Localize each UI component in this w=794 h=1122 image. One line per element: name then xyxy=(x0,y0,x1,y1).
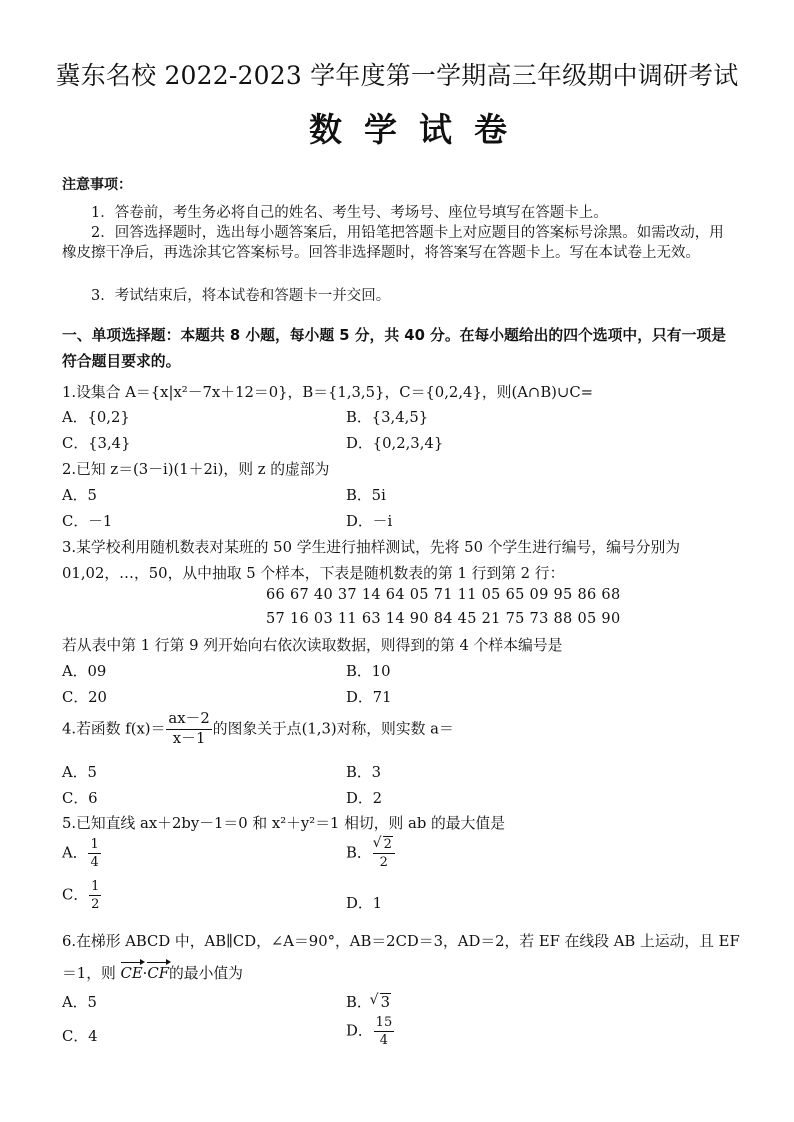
question-1-option-a: A．{0,2} xyxy=(62,409,130,426)
notice-item-2: 2．回答选择题时，选出每小题答案后，用铅笔把答题卡上对应题目的答案标号涂黑。如需改动，用橡皮擦干净后，再选涂其它答案标号。回答非选择题时，将答案写在答题卡上。写在本试卷上无效。 xyxy=(62,225,724,261)
question-5-option-c-label: C． xyxy=(62,886,89,904)
notice-item-3: 3．考试结束后，将本试卷和答题卡一并交回。 xyxy=(91,288,391,304)
section-heading: 一、单项选择题：本题共 8 小题，每小题 5 分，共 40 分。在每小题给出的四个选项中，只有一项是符合题目要求的。 xyxy=(62,327,726,370)
question-5-option-c-denominator: 2 xyxy=(91,897,100,912)
question-2-option-c: C．－1 xyxy=(62,513,113,530)
question-5-stem: 5.已知直线 ax＋2by－1＝0 和 x²＋y²＝1 相切，则 ab 的最大值是 xyxy=(62,815,505,832)
question-6-option-c: C．4 xyxy=(62,1028,98,1045)
sqrt-symbol xyxy=(375,838,393,851)
sqrt-symbol xyxy=(372,994,391,1011)
question-4-stem-suffix: 的图象关于点(1,3)对称，则实数 a＝ xyxy=(212,720,454,738)
question-2-option-a: A．5 xyxy=(62,487,97,504)
question-2-option-d: D．－i xyxy=(346,513,393,530)
question-2-stem: 2.已知 z＝(3－i)(1＋2i)，则 z 的虚部为 xyxy=(62,461,330,478)
question-3-option-b: B．10 xyxy=(346,663,391,680)
question-5-option-a-fraction xyxy=(88,838,100,869)
question-6-option-d-fraction xyxy=(374,1016,395,1047)
question-6-option-d xyxy=(346,1016,395,1047)
question-3-option-d: D．71 xyxy=(346,689,392,706)
question-6-option-d-label: D． xyxy=(346,1022,373,1040)
random-table-row-1: 66 67 40 37 14 64 05 71 11 05 65 09 95 86 68 xyxy=(266,587,621,603)
question-4-fraction-numerator: ax－2 xyxy=(166,712,211,730)
question-6-stem-line-1: 6.在梯形 ABCD 中，AB∥CD，∠A＝90°，AB＝2CD＝3，AD＝2，若 EF 在线段 AB 上运动，且 EF xyxy=(62,933,740,950)
question-5-option-a-label: A． xyxy=(62,844,88,862)
question-6-option-a: A．5 xyxy=(62,994,97,1011)
question-5-option-d: D．1 xyxy=(346,895,383,912)
question-1-option-c: C．{3,4} xyxy=(62,435,131,452)
question-4-option-a: A．5 xyxy=(62,764,97,781)
question-6-option-b-radicand: 3 xyxy=(380,994,391,1011)
question-5-option-b-fraction xyxy=(373,838,395,869)
question-5-option-c xyxy=(62,880,102,911)
question-4-fraction xyxy=(166,712,211,747)
notice-item-1: 1．答卷前，考生务必将自己的姓名、考生号、考场号、座位号填写在答题卡上。 xyxy=(91,205,608,221)
question-5-option-c-fraction xyxy=(89,880,101,911)
question-4-option-c: C．6 xyxy=(62,790,98,807)
question-6-option-d-numerator: 15 xyxy=(375,1015,393,1030)
question-4-stem-prefix: 4.若函数 f(x)＝ xyxy=(62,720,166,738)
question-6-stem-line-2-suffix: 的最小值为 xyxy=(168,965,243,982)
question-5-option-b-radicand: 2 xyxy=(383,837,392,852)
question-3-option-c: C．20 xyxy=(62,689,107,706)
question-5-option-b-label: B． xyxy=(346,844,372,862)
question-4-option-d: D．2 xyxy=(346,790,383,807)
question-6-option-b xyxy=(346,991,391,1012)
dot-operator: · xyxy=(142,965,148,982)
vector-ce: CE xyxy=(120,965,143,982)
question-1-option-d: D．{0,2,3,4} xyxy=(346,435,444,452)
question-2-option-b: B．5i xyxy=(346,487,386,504)
question-1-option-b: B．{3,4,5} xyxy=(346,409,429,426)
question-3-stem-line-1: 3.某学校利用随机数表对某班的 50 学生进行抽样测试，先将 50 个学生进行编号，编号分别为 xyxy=(62,539,681,556)
question-3-option-a: A．09 xyxy=(62,663,107,680)
random-table-row-2: 57 16 03 11 63 14 90 84 45 21 75 73 88 05 90 xyxy=(266,611,621,627)
question-4-stem xyxy=(62,712,454,747)
notice-heading: 注意事项： xyxy=(62,177,132,193)
question-1-stem: 1.设集合 A＝{x|x²－7x＋12＝0}，B＝{1,3,5}，C＝{0,2,4}，则(A∩B)∪C= xyxy=(62,384,594,401)
exam-subtitle: 数学试卷 xyxy=(309,110,529,149)
question-5-option-a xyxy=(62,838,102,869)
question-6-option-d-denominator: 4 xyxy=(379,1033,389,1048)
exam-title: 冀东名校 2022-2023 学年度第一学期高三年级期中调研考试 xyxy=(55,61,739,90)
question-5-option-c-numerator: 1 xyxy=(91,879,100,894)
question-4-fraction-denominator: x－1 xyxy=(172,729,206,747)
question-5-option-b xyxy=(346,838,396,869)
question-6-stem-line-2-prefix: ＝1，则 xyxy=(62,965,116,982)
question-6-stem-line-2 xyxy=(62,962,243,983)
question-6-option-b-label: B． xyxy=(346,994,372,1011)
question-5-option-b-numerator xyxy=(373,838,395,854)
question-3-stem-line-3: 若从表中第 1 行第 9 列开始向右依次读取数据，则得到的第 4 个样本编号是 xyxy=(62,637,563,654)
question-4-option-b: B．3 xyxy=(346,764,382,781)
question-5-option-b-denominator: 2 xyxy=(379,855,388,870)
vector-cf: CF xyxy=(147,965,169,982)
question-5-option-a-denominator: 4 xyxy=(90,855,99,870)
question-5-option-a-numerator: 1 xyxy=(90,837,99,852)
question-3-stem-line-2: 01,02，…，50，从中抽取 5 个样本，下表是随机数表的第 1 行到第 2 行： xyxy=(62,565,565,582)
